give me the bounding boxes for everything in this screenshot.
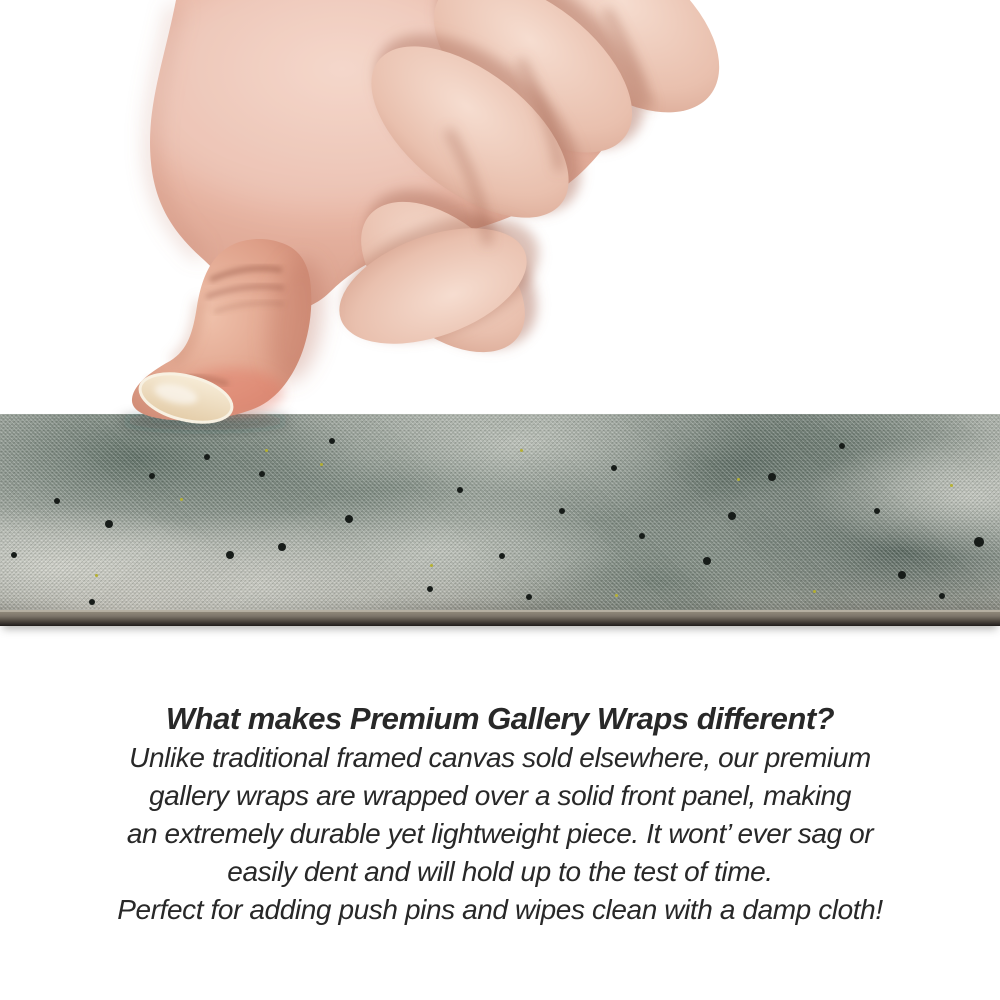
info-line-4: easily dent and will hold up to the test of time. (227, 856, 773, 887)
info-heading: What makes Premium Gallery Wraps different? (165, 701, 835, 736)
info-line-3: an extremely durable yet lightweight piece. It wont’ ever sag or (126, 818, 874, 849)
canvas-strip-photo (0, 414, 1000, 626)
info-text-block (0, 699, 1000, 929)
info-line-2: gallery wraps are wrapped over a solid front panel, making (148, 780, 852, 811)
hand-photo (0, 0, 1000, 442)
canvas-texture (0, 414, 1000, 610)
info-line-5: Perfect for adding push pins and wipes clean with a damp cloth! (117, 894, 883, 925)
thumb (132, 239, 330, 431)
canvas-side-edge (0, 610, 1000, 626)
info-line-1: Unlike traditional framed canvas sold elsewhere, our premium (129, 742, 871, 773)
